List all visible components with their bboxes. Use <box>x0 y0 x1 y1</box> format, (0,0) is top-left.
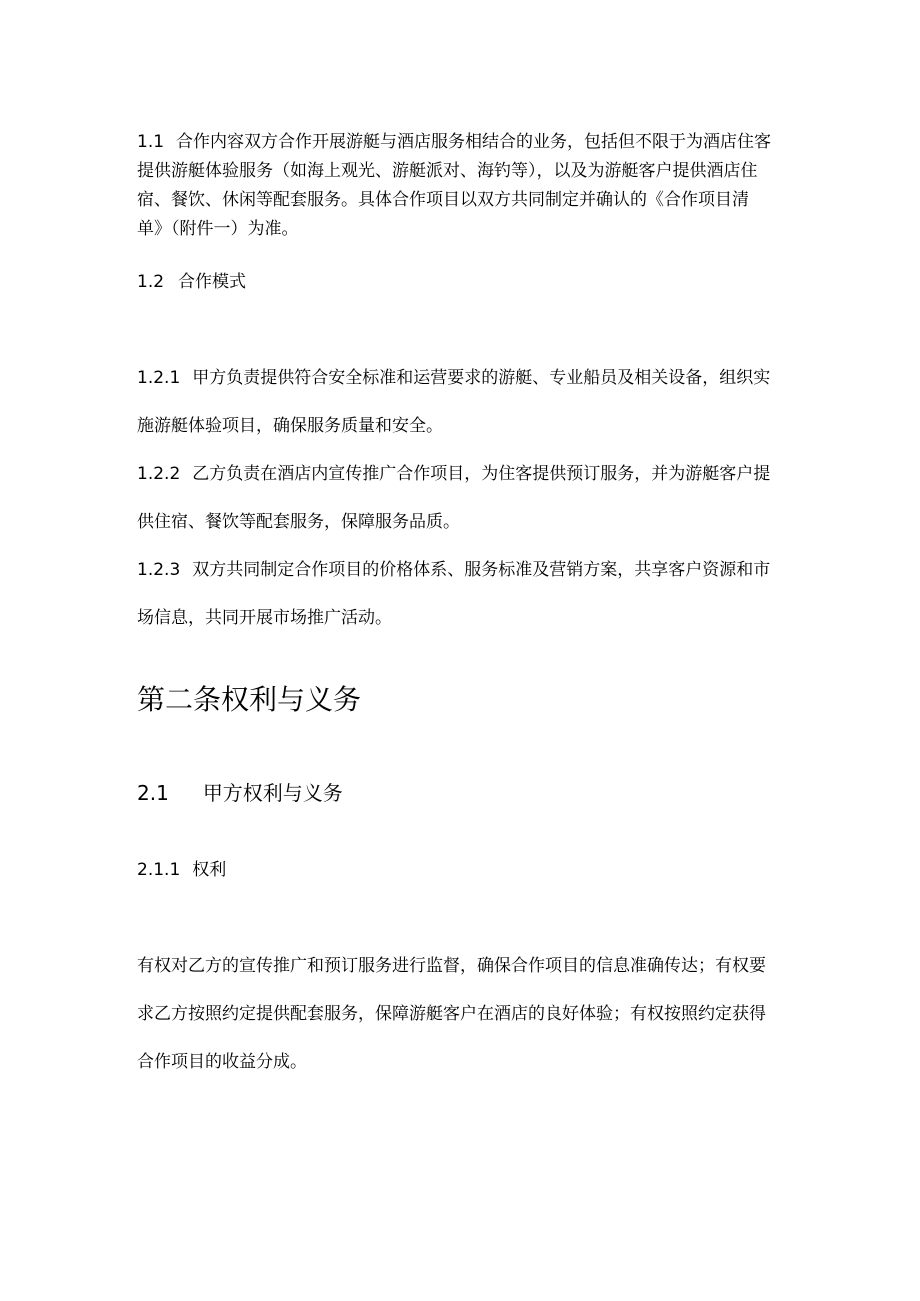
section-1-2-heading <box>137 271 777 294</box>
paragraph-line: 提供游艇体验服务（如海上观光、游艇派对、海钓等），以及为游艇客户提供酒店住 <box>137 161 758 181</box>
section-1-1-paragraph <box>137 128 777 244</box>
section-title: 合作模式 <box>178 272 247 292</box>
rights-paragraph <box>137 942 777 1086</box>
paragraph-line: 单》（附件一）为准。 <box>137 219 299 239</box>
paragraph-line: 合作项目的收益分成。 <box>137 1052 307 1072</box>
section-number: 1.2 <box>137 272 165 292</box>
paragraph-line: 施游艇体验项目，确保服务质量和安全。 <box>137 416 443 436</box>
paragraph-line: 供住宿、餐饮等配套服务，保障服务品质。 <box>137 512 460 532</box>
paragraph-line: 1.2.1 甲方负责提供符合安全标准和运营要求的游艇、专业船员及相关设备，组织实 <box>137 354 777 402</box>
section-number: 1.2.3 <box>137 560 181 580</box>
section-1-2-1-paragraph <box>137 354 777 450</box>
section-1-2-2-paragraph <box>137 450 777 546</box>
paragraph-line: 1.2.2 乙方负责在酒店内宣传推广合作项目，为住客提供预订服务，并为游艇客户提 <box>137 450 777 498</box>
article-2-heading: 第二条权利与义务 <box>137 683 362 716</box>
section-number: 1.2.2 <box>137 464 181 484</box>
section-title: 甲方权利与义务 <box>202 781 343 805</box>
section-number: 2.1.1 <box>137 860 181 880</box>
section-number: 1.1 <box>137 132 165 152</box>
section-number: 2.1 <box>137 781 169 805</box>
section-2-1-heading <box>137 779 343 807</box>
section-1-2-3-paragraph <box>137 546 777 642</box>
paragraph-line: 求乙方按照约定提供配套服务，保障游艇客户在酒店的良好体验；有权按照约定获得 <box>137 1004 766 1024</box>
paragraph-line: 1.1 合作内容双方合作开展游艇与酒店服务相结合的业务，包括但不限于为酒店住客 <box>137 128 777 157</box>
section-title: 权利 <box>192 860 227 880</box>
paragraph-line: 宿、餐饮、休闲等配套服务。具体合作项目以双方共同制定并确认的《合作项目清 <box>137 190 749 210</box>
paragraph-line: 场信息，共同开展市场推广活动。 <box>137 608 392 628</box>
paragraph-line: 1.2.3 双方共同制定合作项目的价格体系、服务标准及营销方案，共享客户资源和市 <box>137 546 777 594</box>
section-number: 1.2.1 <box>137 368 181 388</box>
section-2-1-1-heading <box>137 859 777 882</box>
paragraph-line: 有权对乙方的宣传推广和预订服务进行监督，确保合作项目的信息准确传达；有权要 <box>137 956 766 976</box>
